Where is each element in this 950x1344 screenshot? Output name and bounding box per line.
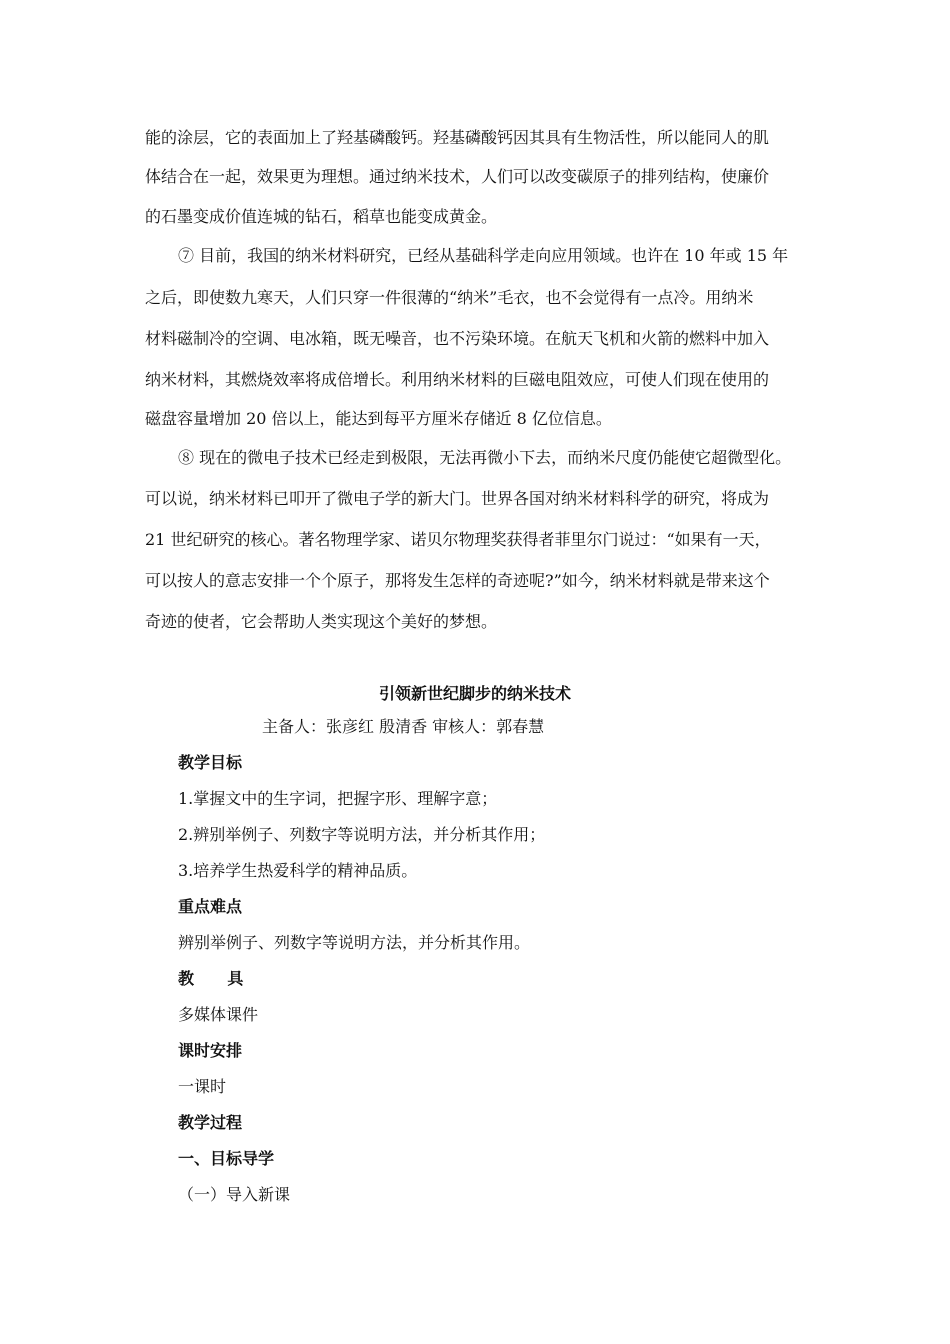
passage-line: 材料磁制冷的空调、电冰箱，既无噪音，也不污染环境。在航天飞机和火箭的燃料中加入 [145,329,770,348]
passage-line: 的石墨变成价值连城的钻石，稻草也能变成黄金。 [145,207,498,226]
key-text: 辨别举例子、列数字等说明方法，并分析其作用。 [178,933,531,952]
passage-line: 21 世纪研究的核心。著名物理学家、诺贝尔物理奖获得者菲里尔门说过：“如果有一天， [145,530,771,549]
goals-heading: 教学目标 [178,753,243,772]
passage-paragraph-7: ⑦ 目前，我国的纳米材料研究，已经从基础科学走向应用领域。也许在 10 年或 15 年 [178,246,789,265]
schedule-heading: 课时安排 [178,1041,243,1060]
tools-text: 多媒体课件 [178,1005,259,1024]
passage-line: 能的涂层，它的表面加上了羟基磷酸钙。羟基磷酸钙因其具有生物活性，所以能同人的肌 [145,128,770,147]
section1-sub: （一）导入新课 [178,1185,291,1204]
passage-line: 之后，即使数九寒天，人们只穿一件很薄的“纳米”毛衣，也不会觉得有一点冷。用纳米 [145,288,754,307]
passage-line: 可以说，纳米材料已叩开了微电子学的新大门。世界各国对纳米材料科学的研究，将成为 [145,489,770,508]
passage-line: 纳米材料，其燃烧效率将成倍增长。利用纳米材料的巨磁电阻效应，可使人们现在使用的 [145,370,770,389]
process-heading: 教学过程 [178,1113,243,1132]
passage-paragraph-8: ⑧ 现在的微电子技术已经走到极限，无法再微小下去，而纳米尺度仍能使它超微型化。 [178,448,792,467]
passage-line: 体结合在一起，效果更为理想。通过纳米技术，人们可以改变碳原子的排列结构，使廉价 [145,167,770,186]
goal-item: 2.辨别举例子、列数字等说明方法，并分析其作用； [178,825,546,844]
goal-item: 3.培养学生热爱科学的精神品质。 [178,861,418,880]
tools-heading: 教 具 [178,969,244,988]
section1-heading: 一、目标导学 [178,1149,275,1168]
lesson-authors: 主备人：张彦红 殷清香 审核人：郭春慧 [262,717,545,736]
goal-item: 1.掌握文中的生字词，把握字形、理解字意； [178,789,498,808]
lesson-title: 引领新世纪脚步的纳米技术 [378,684,571,703]
schedule-text: 一课时 [178,1077,227,1096]
passage-line: 奇迹的使者，它会帮助人类实现这个美好的梦想。 [145,612,498,631]
key-heading: 重点难点 [178,897,243,916]
passage-line: 磁盘容量增加 20 倍以上，能达到每平方厘米存储近 8 亿位信息。 [145,409,612,428]
passage-line: 可以按人的意志安排一个个原子，那将发生怎样的奇迹呢?”如今，纳米材料就是带来这个 [145,571,770,590]
